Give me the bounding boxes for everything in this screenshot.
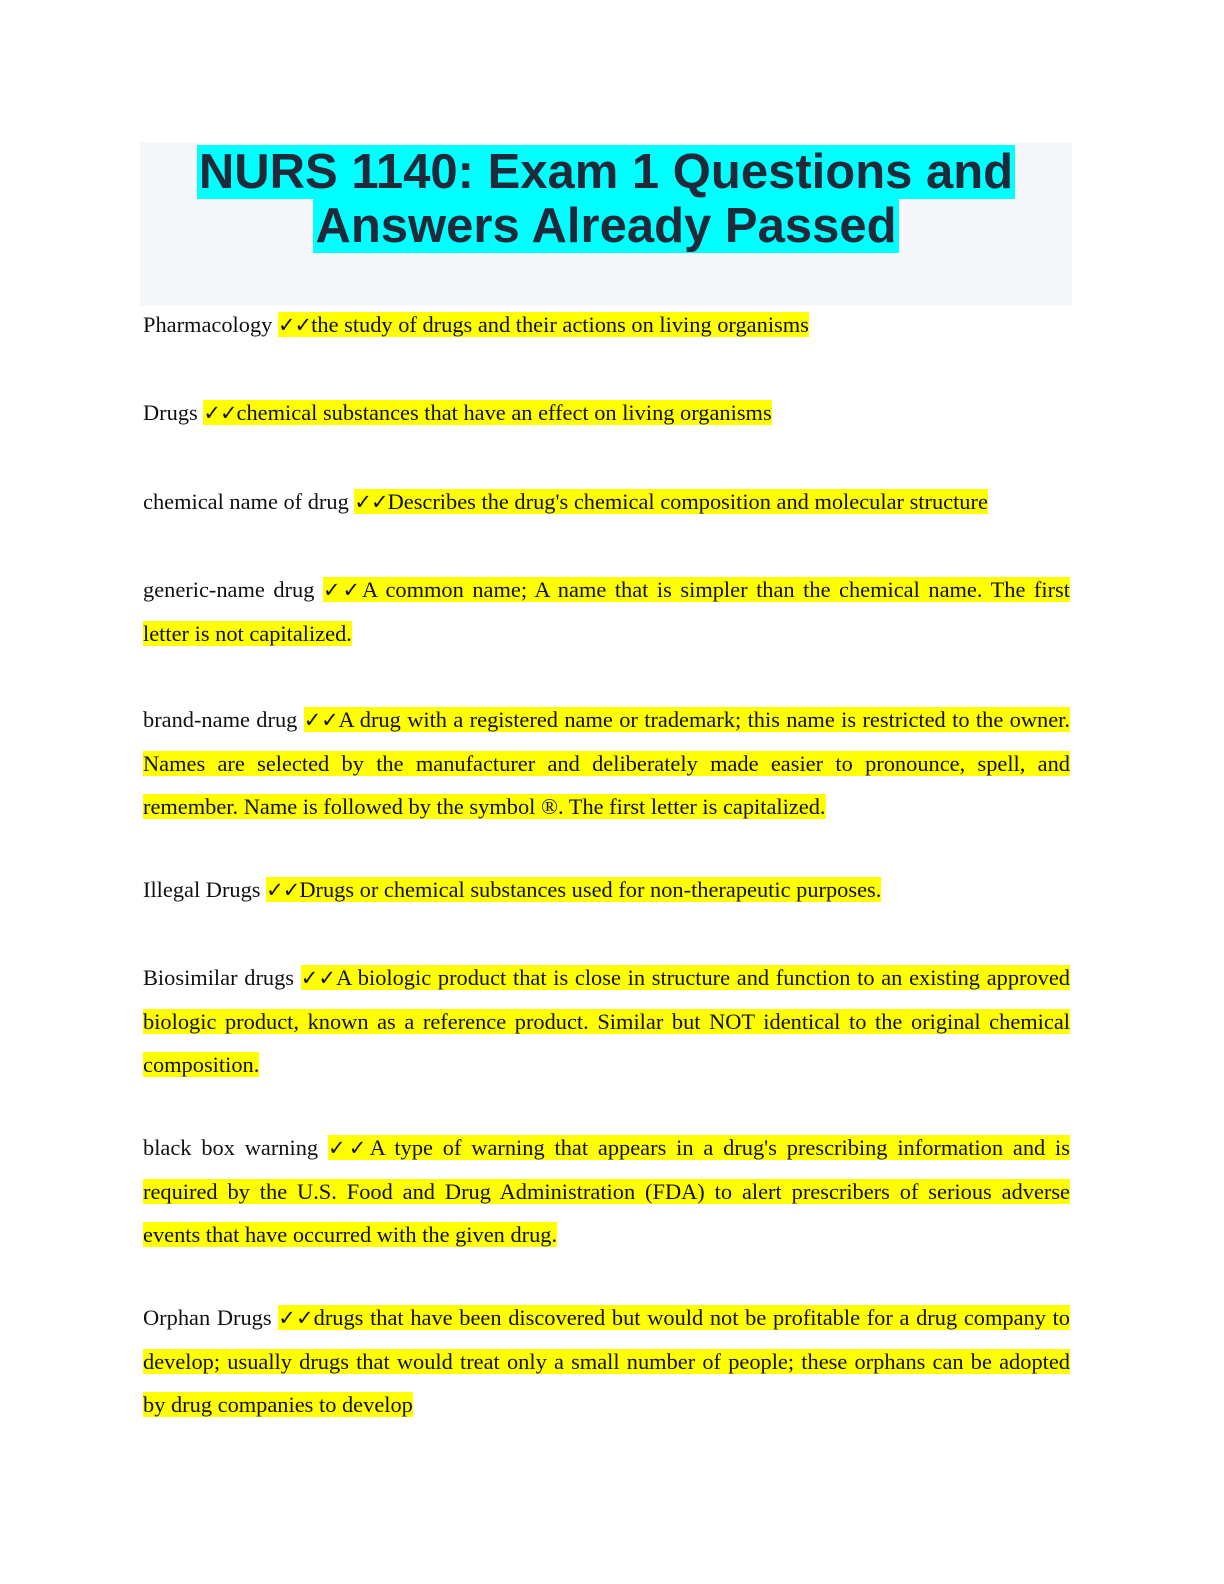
qa-entry-drugs bbox=[143, 391, 1070, 435]
entry-term: brand-name drug bbox=[143, 707, 298, 732]
checkmark-icon: ✓✓ bbox=[203, 401, 237, 425]
entry-term: Illegal Drugs bbox=[143, 877, 261, 902]
qa-entry-biosimilar bbox=[143, 956, 1070, 1086]
entry-answer bbox=[278, 312, 809, 337]
entry-term: black box warning bbox=[143, 1135, 319, 1160]
entry-term: generic-name drug bbox=[143, 577, 315, 602]
qa-entry-generic-name bbox=[143, 568, 1070, 655]
entry-definition: chemical substances that have an effect on living organisms bbox=[236, 400, 772, 425]
entry-definition: A biologic product that is close in structure and function to an existing approved biologic product, known as a reference product. Similar but NOT identical to the original chemical composition. bbox=[143, 965, 1071, 1077]
entry-definition: Drugs or chemical substances used for non-therapeutic purposes. bbox=[299, 877, 882, 902]
entry-definition: the study of drugs and their actions on living organisms bbox=[311, 312, 809, 337]
entry-definition: Describes the drug's chemical composition and molecular structure bbox=[387, 489, 988, 514]
entry-definition: A type of warning that appears in a drug's prescribing information and is required by the U.S. Food and Drug Administration (FDA) to alert prescribers of serious adverse events that have occurred with the given drug. bbox=[143, 1135, 1070, 1247]
entry-term: Orphan Drugs bbox=[143, 1305, 272, 1330]
entry-answer bbox=[143, 1305, 1070, 1417]
entry-answer bbox=[266, 877, 881, 902]
entry-answer bbox=[354, 489, 988, 514]
qa-entry-illegal-drugs bbox=[143, 868, 1070, 912]
checkmark-icon: ✓✓ bbox=[327, 1136, 370, 1160]
checkmark-icon: ✓✓ bbox=[322, 578, 362, 602]
qa-entry-pharmacology bbox=[143, 303, 1070, 347]
entry-term: Pharmacology bbox=[143, 312, 273, 337]
entry-term: chemical name of drug bbox=[143, 489, 349, 514]
checkmark-icon: ✓✓ bbox=[277, 313, 312, 337]
checkmark-icon: ✓✓ bbox=[266, 878, 300, 902]
entry-definition: drugs that have been discovered but would not be profitable for a drug company to develop; usually drugs that would treat only a small number of people; these orphans can be adopted by drug companies to develop bbox=[143, 1305, 1070, 1417]
qa-entry-brand-name bbox=[143, 698, 1070, 828]
entry-definition: A drug with a registered name or trademark; this name is restricted to the owner. Names are selected by the manufacturer and deliberately made easier to pronounce, spell, and remember. Name is followed by the symbol ®. The first letter is capitalized. bbox=[143, 707, 1070, 819]
title-panel bbox=[140, 142, 1072, 306]
checkmark-icon: ✓✓ bbox=[303, 708, 339, 732]
entry-term: Drugs bbox=[143, 400, 198, 425]
qa-entry-black-box bbox=[143, 1126, 1070, 1256]
checkmark-icon: ✓✓ bbox=[300, 966, 337, 990]
checkmark-icon: ✓✓ bbox=[278, 1306, 314, 1330]
entry-term: Biosimilar drugs bbox=[143, 965, 294, 990]
page-title-line-2: Answers Already Passed bbox=[315, 199, 897, 253]
entry-answer bbox=[203, 400, 771, 425]
checkmark-icon: ✓✓ bbox=[354, 490, 388, 514]
qa-entry-orphan-drugs bbox=[143, 1296, 1070, 1426]
entry-definition: A common name; A name that is simpler than the chemical name. The first letter is not capitalized. bbox=[143, 577, 1070, 646]
page-title-line-1: NURS 1140: Exam 1 Questions and bbox=[198, 145, 1014, 199]
qa-entry-chemical-name bbox=[143, 480, 1070, 524]
